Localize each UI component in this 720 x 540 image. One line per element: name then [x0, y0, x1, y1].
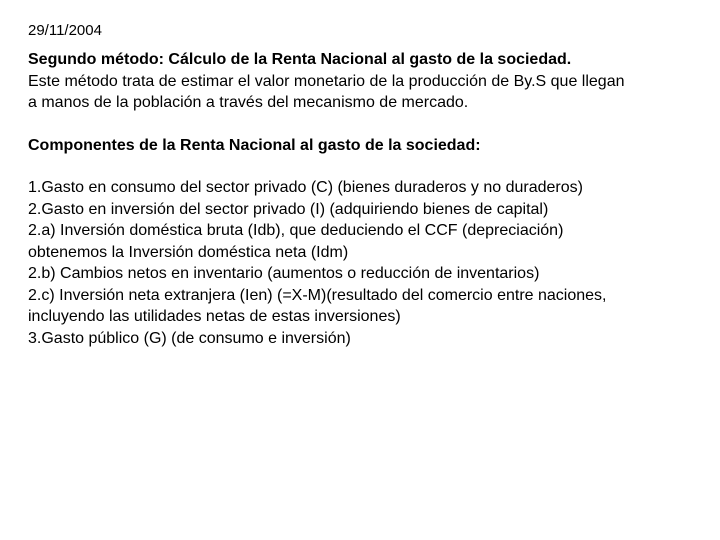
list-item: 1.Gasto en consumo del sector privado (C) (bienes duraderos y no duraderos)	[28, 179, 583, 196]
intro-block	[28, 49, 708, 157]
list-item: 2.b) Cambios netos en inventario (aumentos o reducción de inventarios)	[28, 265, 540, 282]
list-item: 2.Gasto en inversión del sector privado (I) (adquiriendo bienes de capital)	[28, 200, 549, 218]
list-item: 2.c) Inversión neta extranjera (Ien) (=X-M)(resultado del comercio entre naciones,	[28, 286, 607, 304]
list-item: 3.Gasto público (G) (de consumo e inversión)	[28, 329, 351, 347]
components-list	[28, 177, 708, 349]
list-item: obtenemos la Inversión doméstica neta (Idm)	[28, 243, 349, 261]
intro-line: a manos de la población a través del mecanismo de mercado.	[28, 94, 469, 111]
spacer	[28, 114, 708, 136]
list-item: 2.a) Inversión doméstica bruta (Idb), que deduciendo el CCF (depreciación)	[28, 222, 564, 239]
method-heading: Segundo método: Cálculo de la Renta Nacional al gasto de la sociedad.	[28, 51, 572, 68]
intro-line: Este método trata de estimar el valor monetario de la producción de By.S que llegan	[28, 72, 625, 90]
components-heading: Componentes de la Renta Nacional al gasto de la sociedad:	[28, 137, 481, 154]
list-item: incluyendo las utilidades netas de estas inversiones)	[28, 308, 401, 325]
date-label: 29/11/2004	[28, 22, 102, 39]
